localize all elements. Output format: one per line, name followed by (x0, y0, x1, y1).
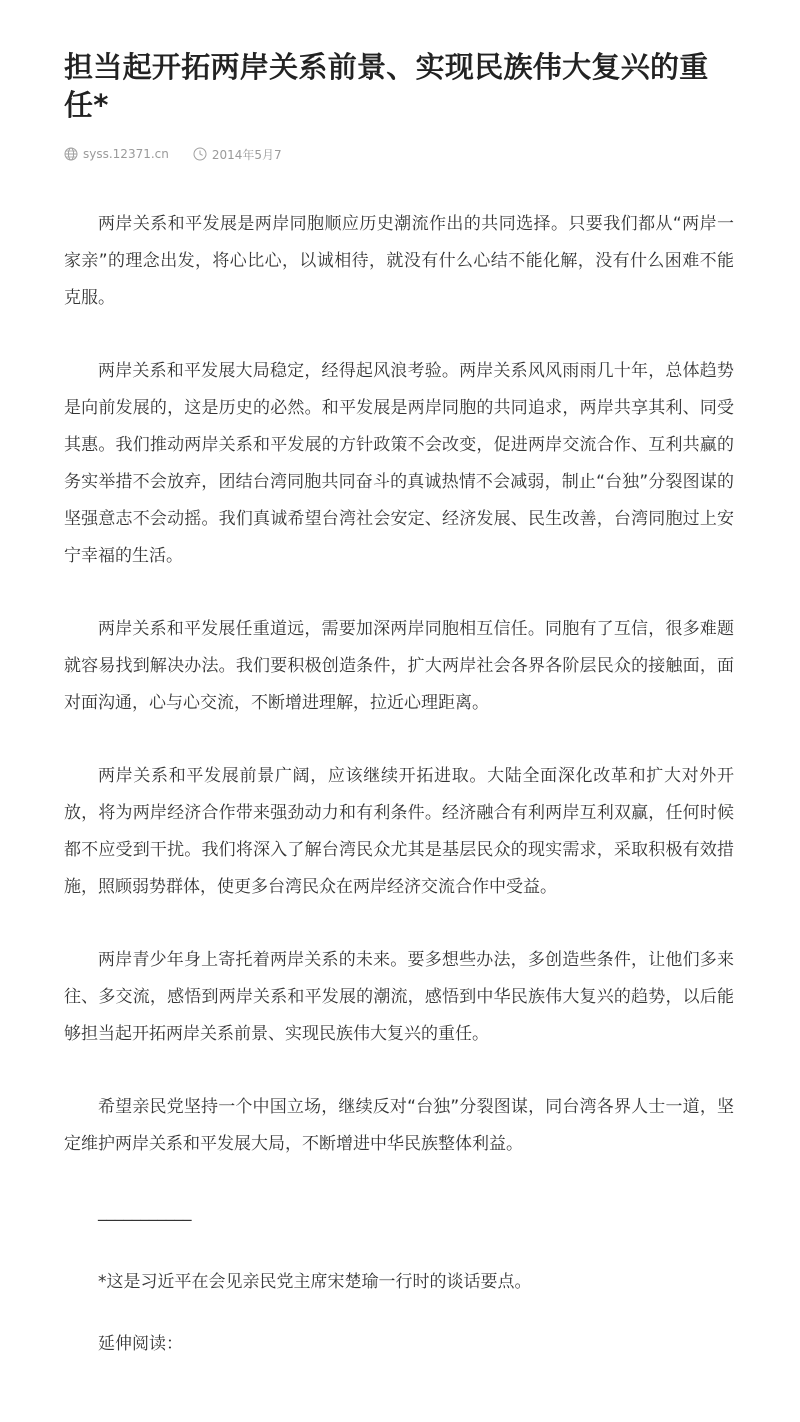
paragraph: 希望亲民党坚持一个中国立场，继续反对“台独”分裂图谋，同台湾各界人士一道，坚定维护两岸关系和平发展大局，不断增进中华民族整体利益。 (64, 1097, 734, 1154)
paragraph: 两岸青少年身上寄托着两岸关系的未来。要多想些办法，多创造些条件，让他们多来往、多交流，感悟到两岸关系和平发展的潮流，感悟到中华民族伟大复兴的趋势，以后能够担当起开拓两岸关系前景、实现民族伟大复兴的重任。 (64, 950, 734, 1044)
date-info (193, 146, 282, 163)
date-text: 2014年5月7 (211, 147, 282, 162)
paragraph: 两岸关系和平发展任重道远，需要加深两岸同胞相互信任。同胞有了互信，很多难题就容易找到解决办法。我们要积极创造条件，扩大两岸社会各界各阶层民众的接触面，面对面沟通，心与心交流，不断增进理解，拉近心理距离。 (64, 619, 734, 713)
footnote: *这是习近平在会见亲民党主席宋楚瑜一行时的谈话要点。 (98, 1272, 532, 1292)
paragraph: 两岸关系和平发展是两岸同胞顺应历史潮流作出的共同选择。只要我们都从“两岸一家亲”的理念出发，将心比心，以诚相待，就没有什么心结不能化解，没有什么困难不能克服。 (64, 214, 734, 308)
article-meta (64, 144, 734, 164)
extended-reading-label: 延伸阅读： (98, 1334, 183, 1354)
globe-icon (64, 147, 78, 161)
clock-icon (193, 147, 207, 161)
source-text[interactable]: syss.12371.cn (83, 147, 169, 161)
source-info[interactable] (64, 147, 169, 161)
article-body (64, 206, 734, 1357)
paragraph: 两岸关系和平发展前景广阔，应该继续开拓进取。大陆全面深化改革和扩大对外开放，将为两岸经济合作带来强劲动力和有利条件。经济融合有利两岸互利双赢，任何时候都不应受到干扰。我们将深入了解台湾民众尤其是基层民众的现实需求，采取积极有效措施，照顾弱势群体，使更多台湾民众在两岸经济交流合作中受益。 (64, 766, 734, 897)
footnote-separator: ___________ (98, 1202, 192, 1222)
article-title: 担当起开拓两岸关系前景、实现民族伟大复兴的重任* (64, 50, 709, 122)
paragraph: 两岸关系和平发展大局稳定，经得起风浪考验。两岸关系风风雨雨几十年，总体趋势是向前发展的，这是历史的必然。和平发展是两岸同胞的共同追求，两岸共享其利、同受其惠。我们推动两岸关系和平发展的方针政策不会改变，促进两岸交流合作、互利共赢的务实举措不会放弃，团结台湾同胞共同奋斗的真诚热情不会减弱，制止“台独”分裂图谋的坚强意志不会动摇。我们真诚希望台湾社会安定、经济发展、民生改善，台湾同胞过上安宁幸福的生活。 (64, 361, 734, 566)
